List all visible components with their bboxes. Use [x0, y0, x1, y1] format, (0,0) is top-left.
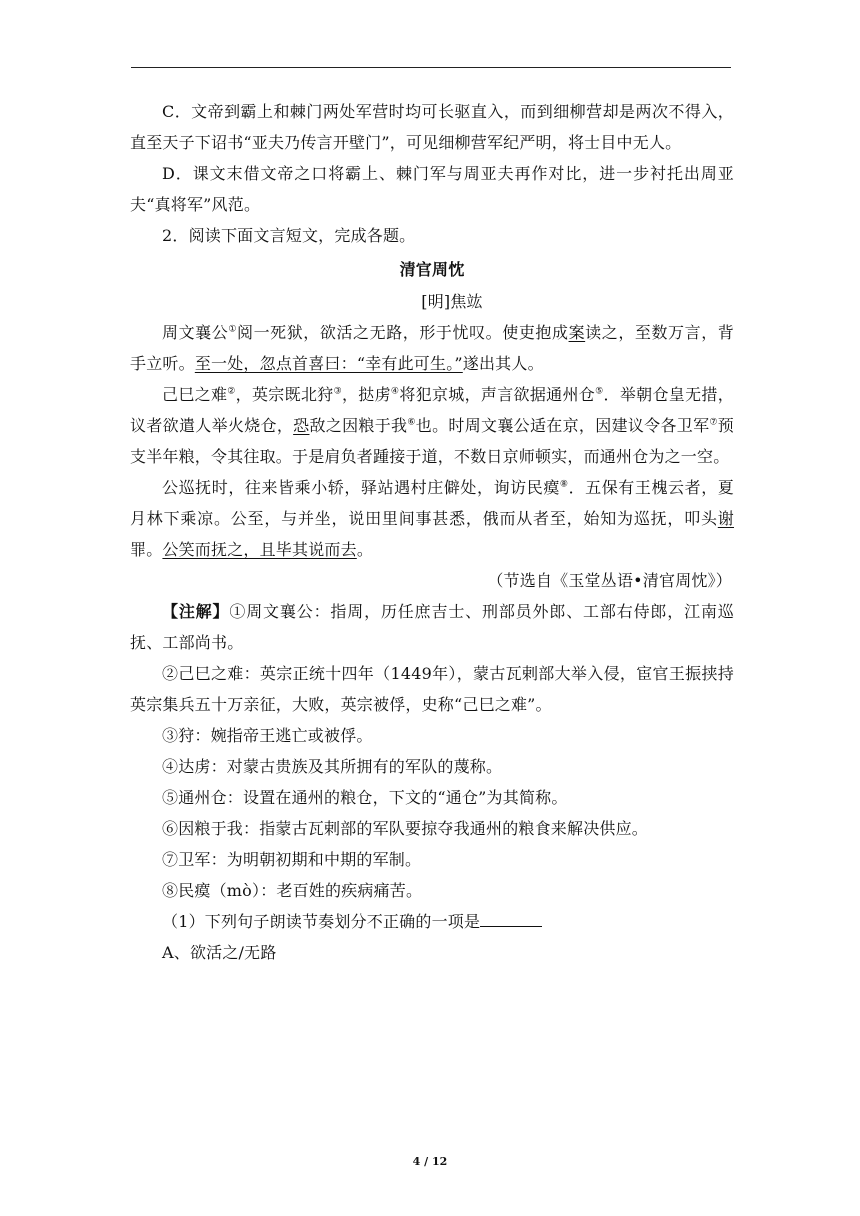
underlined-sentence-2: 公笑而抚之，且毕其说而去	[162, 540, 357, 559]
passage-paragraph-1: 周文襄公①阅一死狱，欲活之无路，形于忧叹。使吏抱成案读之，至数万言，背手立听。至一处，忽点首喜曰：“幸有此可生。”遂出其人。	[130, 323, 734, 373]
option-d: D．课文末借文帝之口将霸上、棘门军与周亚夫再作对比，进一步衬托出周亚夫“真将军”风范。	[130, 164, 734, 214]
question-1: （1）下列句子朗读节奏划分不正确的一项是	[130, 906, 734, 937]
passage-paragraph-2: 己巳之难②，英宗既北狩③，挞虏④将犯京城，声言欲据通州仓⑤．举朝仓皇无措，议者欲遣人举火烧仓，恐敌之因粮于我⑥也。时周文襄公适在京，因建议令各卫军⑦预支半年粮，令其往取。于是肩负者踵接于道，不数日京师顿实，而通州仓为之一空。	[130, 385, 734, 466]
footnote-marker-2: ②	[227, 386, 236, 397]
header-rule	[131, 67, 731, 68]
note-5: ⑤通州仓：设置在通州的粮仓，下文的“通仓”为其简称。	[162, 788, 568, 807]
question-2-intro: 2．阅读下面文言短文，完成各题。	[162, 226, 416, 245]
underlined-word-kong: 恐	[293, 416, 310, 435]
passage-author: [明]焦竑	[421, 292, 483, 311]
underlined-word-an: 案	[568, 323, 586, 342]
footnote-marker-4: ④	[390, 386, 400, 397]
note-2: ②己巳之难：英宗正统十四年（1449年），蒙古瓦剌部大举入侵，宦官王振挟持英宗集兵五十万亲征，大败，英宗被俘，史称“己巳之难”。	[130, 664, 734, 714]
answer-blank[interactable]	[480, 912, 542, 927]
underlined-sentence-1: 至一处，忽点首喜曰：“幸有此可生。”	[194, 354, 463, 373]
note-7: ⑦卫军：为明朝初期和中期的军制。	[162, 850, 422, 869]
footnote-marker-8: ⑧	[559, 479, 569, 490]
note-6: ⑥因粮于我：指蒙古瓦剌部的军队要掠夺我通州的粮食来解决供应。	[162, 819, 649, 838]
page-content	[130, 96, 734, 968]
option-c: C．文帝到霸上和棘门两处军营时均可长驱直入，而到细柳营却是两次不得入，直至天子下诏书“亚夫乃传言开壁门”，可见细柳营军纪严明，将士目中无人。	[130, 102, 734, 152]
note-3: ③狩：婉指帝王逃亡或被俘。	[162, 726, 373, 745]
footnote-marker-3: ③	[333, 386, 342, 397]
option-a-line: A、欲活之/无路	[162, 943, 277, 962]
passage-source: （节选自《玉堂丛语•清官周忱》）	[487, 571, 732, 590]
footnote-marker-5: ⑤	[595, 386, 604, 397]
notes-label: 【注解】	[162, 602, 230, 621]
underlined-word-xie: 谢	[717, 509, 734, 528]
footnote-marker-6: ⑥	[407, 417, 416, 428]
note-8: ⑧民瘼（mò）：老百姓的疾病痛苦。	[162, 881, 423, 900]
passage-paragraph-3: 公巡抚时，往来皆乘小轿，驿站遇村庄僻处，询访民瘼⑧．五保有王槐云者，夏月林下乘凉。公至，与并坐，说田里间事甚悉，俄而从者至，始知为巡抚，叩头谢罪。公笑而抚之，且毕其说而去。	[130, 478, 734, 559]
note-1: 【注解】①周文襄公：指周，历任庶吉士、刑部员外郎、工部右侍郎，江南巡抚、工部尚书。	[130, 602, 734, 652]
page-number: 4 / 12	[412, 1155, 448, 1168]
note-4: ④达虏：对蒙古贵族及其所拥有的军队的蔑称。	[162, 757, 503, 776]
footnote-marker-7: ⑦	[709, 417, 718, 428]
passage-title: 清官周忱	[399, 260, 465, 279]
footnote-marker-1: ①	[228, 324, 237, 335]
